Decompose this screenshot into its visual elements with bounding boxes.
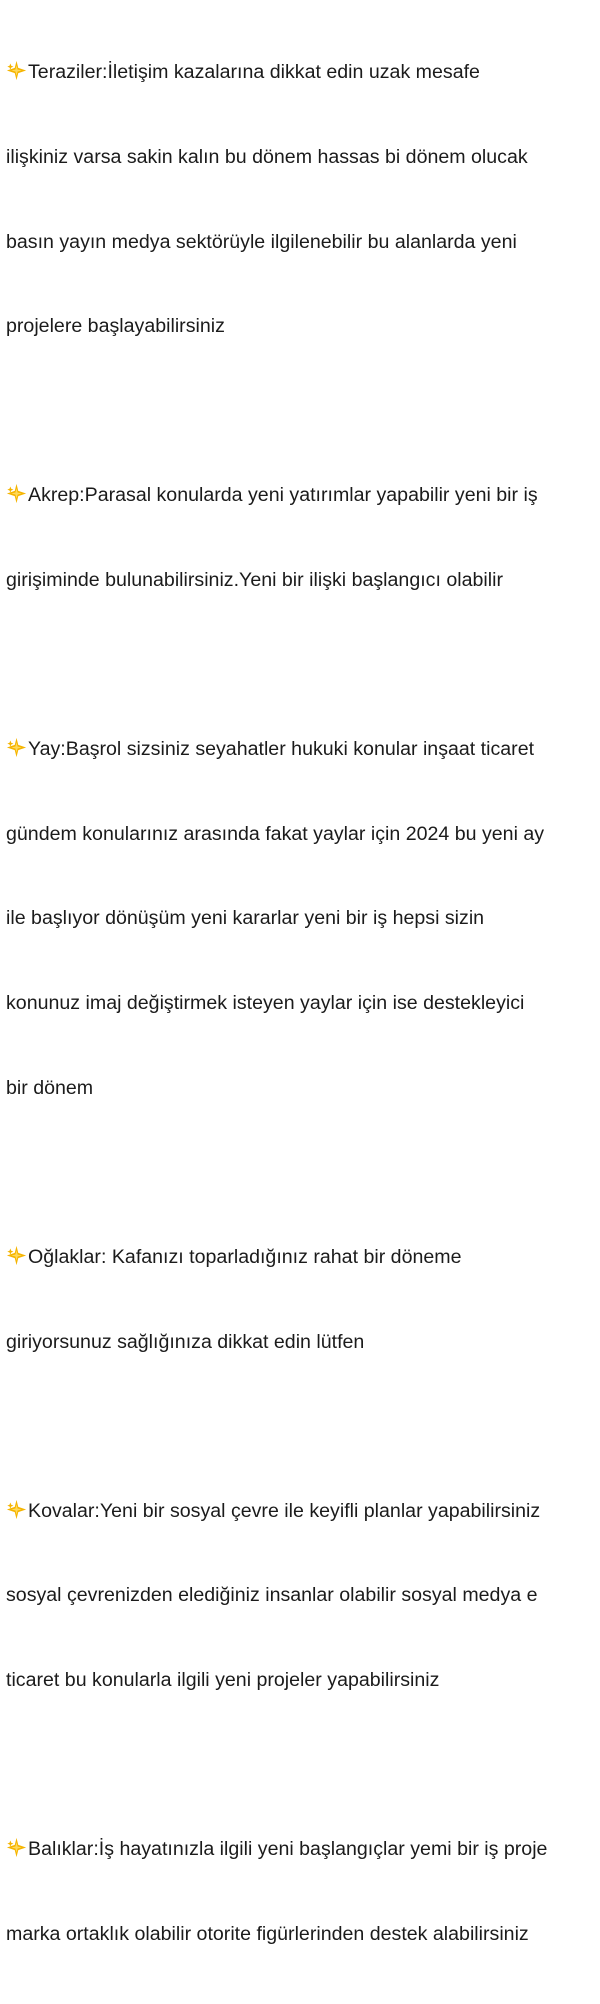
- paragraph-baliklar: [6, 1779, 596, 2004]
- paragraph-akrep: [6, 425, 596, 651]
- paragraph-teraziler: [6, 2, 596, 397]
- line-text: Teraziler:İletişim kazalarına dikkat edin uzak mesafe: [28, 61, 480, 84]
- text-line: [6, 1835, 596, 1863]
- text-line: [6, 58, 596, 86]
- sparkle-star-icon: [6, 483, 27, 504]
- paragraph-oglaklar: [6, 1186, 596, 1412]
- text-line: ticaret bu konularla ilgili yeni projeler yapabilirsiniz: [6, 1668, 440, 1691]
- text-line: konunuz imaj değiştirmek isteyen yaylar için ise destekleyici: [6, 992, 525, 1015]
- line-text: Yay:Başrol sizsiniz seyahatler hukuki konular inşaat ticaret: [28, 738, 535, 761]
- text-line: basın yayın medya sektörüyle ilgilenebilir bu alanlarda yeni: [6, 230, 517, 253]
- text-line: gündem konularınız arasında fakat yaylar için 2024 bu yeni ay: [6, 822, 545, 845]
- text-line: [6, 1243, 596, 1271]
- sparkle-star-icon: [6, 1499, 27, 1520]
- text-line: [6, 481, 596, 509]
- text-line: ilişkiniz varsa sakin kalın bu dönem hassas bi dönem olucak: [6, 146, 528, 169]
- text-line: bir dönem: [6, 1076, 94, 1099]
- line-text: Balıklar:İş hayatınızla ilgili yeni başlangıçlar yemi bir iş proje: [28, 1838, 548, 1861]
- text-line: projelere başlayabilirsiniz: [6, 315, 225, 338]
- text-line: [6, 1497, 596, 1525]
- text-line: sosyal çevrenizden elediğiniz insanlar olabilir sosyal medya e: [6, 1584, 538, 1607]
- text-line: marka ortaklık olabilir otorite figürlerinden destek alabilirsiniz: [6, 1922, 529, 1945]
- sparkle-star-icon: [6, 1837, 27, 1858]
- paragraph-kovalar: [6, 1440, 596, 1750]
- paragraph-yay: [6, 679, 596, 1158]
- sparkle-star-icon: [6, 1245, 27, 1266]
- sparkle-star-icon: [6, 60, 27, 81]
- sparkle-star-icon: [6, 737, 27, 758]
- text-line: ile başlıyor dönüşüm yeni kararlar yeni bir iş hepsi sizin: [6, 907, 485, 930]
- line-text: Oğlaklar: Kafanızı toparladığınız rahat bir döneme: [28, 1245, 462, 1268]
- text-line: [6, 735, 596, 763]
- line-text: Kovalar:Yeni bir sosyal çevre ile keyifli planlar yapabilirsiniz: [28, 1499, 541, 1522]
- text-line: giriyorsunuz sağlığınıza dikkat edin lütfen: [6, 1330, 365, 1353]
- line-text: Akrep:Parasal konularda yeni yatırımlar yapabilir yeni bir iş: [28, 484, 538, 507]
- text-line: girişiminde bulunabilirsiniz.Yeni bir ilişki başlangıcı olabilir: [6, 569, 503, 592]
- horoscope-text: [6, 2, 596, 2004]
